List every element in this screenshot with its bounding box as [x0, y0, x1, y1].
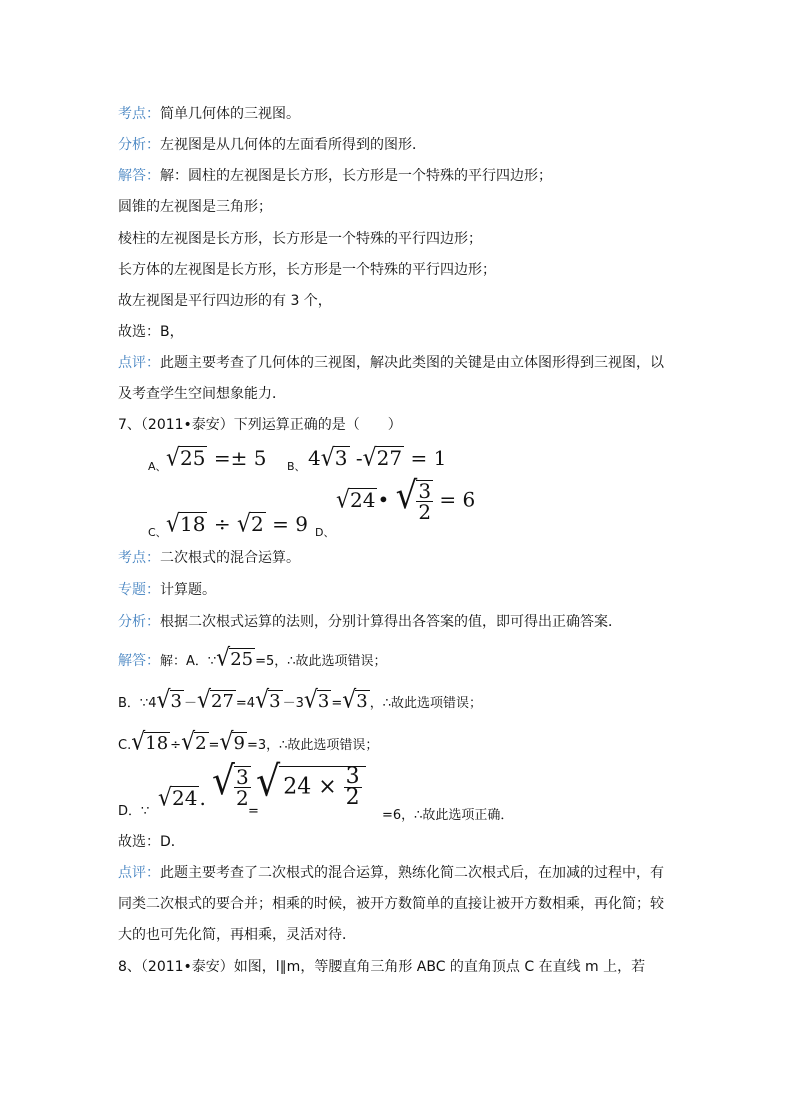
- radicand: 27: [376, 446, 403, 470]
- option-c-rest: = 9: [272, 512, 308, 536]
- radicand: 9: [233, 733, 245, 754]
- dianping-text: 此题主要考查了几何体的三视图，解决此类图的关键是由立体图形得到三视图，以: [160, 355, 664, 371]
- sol-c-op: ÷: [170, 738, 182, 753]
- radicand: 18: [180, 512, 206, 536]
- option-a-expression: √25 =± 5: [166, 444, 267, 473]
- dot: •: [377, 487, 390, 512]
- big-den: 2: [345, 785, 360, 810]
- sol-d-eq: =: [248, 804, 259, 819]
- kaodian-text: 简单几何体的三视图。: [160, 106, 300, 122]
- option-a-label: A、: [148, 460, 167, 473]
- zhuanti-tag: 专题：: [118, 582, 160, 598]
- q7-solution-b: B．∵4√3 －√27 =4√3 －3√3 =√3 ，∴故此选项错误；: [118, 686, 482, 715]
- frac-den: 2: [418, 500, 432, 524]
- jieda-text: 解：圆柱的左视图是长方形，长方形是一个特殊的平行四边形；: [160, 168, 552, 184]
- sol-d-term2: √ $\frac{3}{2}$: [212, 758, 249, 810]
- option-b-label: B、: [287, 460, 306, 473]
- sol-b-post: ，∴故此选项错误；: [369, 696, 482, 711]
- radicand: 3: [334, 446, 348, 470]
- option-d-rest: = 6: [439, 487, 476, 512]
- q6-line2: 圆锥的左视图是三角形；: [118, 199, 272, 215]
- fenxi-tag: 分析：: [118, 137, 160, 153]
- sol-b-m1: －: [183, 696, 197, 711]
- q6-dianping-cont: 及考查学生空间想象能力．: [118, 386, 286, 402]
- sol-c-eq: =: [208, 738, 220, 753]
- q6-line5: 故左视图是平行四边形的有 3 个，: [118, 293, 332, 309]
- radicand: 2: [251, 512, 264, 536]
- sol-d-big-radical: √ 24 × $\frac{3}{2}$: [256, 766, 366, 808]
- sol-a-pre: 解：A．∵: [160, 654, 217, 669]
- option-a-rest: =± 5: [213, 446, 267, 470]
- radicand: 25: [230, 649, 254, 670]
- q6-line6: 故选：B，: [118, 324, 184, 340]
- fenxi-text: 根据二次根式运算的法则，分别计算得出各答案的值，即可得出正确答案．: [160, 614, 622, 630]
- radicand: 27: [211, 691, 234, 712]
- option-d-label: D、: [315, 526, 335, 539]
- radicand: 24: [350, 487, 376, 512]
- option-b-expression: 4√3 -√27 = 1: [308, 444, 447, 473]
- q7-dianping: [118, 863, 678, 883]
- q6-fenxi: [118, 135, 678, 155]
- sol-a-post: =5，∴故此选项错误；: [255, 654, 387, 669]
- operator: -: [355, 446, 363, 470]
- sol-b-m2: =4: [235, 696, 256, 711]
- operator: ÷: [213, 512, 231, 536]
- sol-c-pre: C.: [118, 738, 132, 753]
- q7-zhuanti: [118, 580, 678, 600]
- sol-d-dot: .: [199, 786, 206, 810]
- frac-den: 2: [235, 786, 249, 810]
- q6-line4: 长方体的左视图是长方形，长方形是一个特殊的平行四边形；: [118, 262, 496, 278]
- q7-fenxi: [118, 612, 678, 632]
- q6-dianping: [118, 353, 678, 373]
- q6-jieda: [118, 166, 678, 186]
- frac-num: 3: [418, 479, 432, 503]
- big-num: 3: [345, 764, 360, 789]
- radicand: 3: [170, 691, 182, 712]
- q7-solution-d: [118, 756, 678, 823]
- jieda-tag: 解答：: [118, 653, 160, 669]
- q8-title: 8、（2011•泰安）如图，l∥m，等腰直角三角形 ABC 的直角顶点 C 在直线 m 上，若: [118, 959, 646, 975]
- q7-dianping-cont2: 大的也可先化简，再相乘，灵活对待．: [118, 927, 356, 943]
- option-c-expression: √18 ÷ √2 = 9: [166, 510, 308, 539]
- coef: 4: [308, 446, 321, 470]
- radicand: 24: [172, 786, 198, 810]
- q6-line3: 棱柱的左视图是长方形，长方形是一个特殊的平行四边形；: [118, 231, 482, 247]
- q7-solution-c: C.√18 ÷√2 =√9 =3，∴故此选项错误；: [118, 728, 379, 757]
- dianping-text: 此题主要考查了二次根式的混合运算，熟练化简二次根式后，在加减的过程中，有: [160, 865, 664, 881]
- q7-dianping-cont: 同类二次根式的要合并；相乘的时候，被开方数简单的直接让被开方数相乘，再化简；较: [118, 896, 664, 912]
- dianping-tag: 点评：: [118, 355, 160, 371]
- kaodian-tag: 考点：: [118, 106, 160, 122]
- q7-solution-a: 解答：解：A．∵√25 =5，∴故此选项错误；: [118, 644, 387, 673]
- option-b-rest: = 1: [410, 446, 447, 470]
- sol-d-term1: √24 .: [158, 784, 206, 813]
- q7-answer: 故选：D．: [118, 834, 185, 850]
- kaodian-tag: 考点：: [118, 550, 160, 566]
- option-d-expression: √24 • √ $\frac{3}{2}$ = 6: [336, 473, 476, 524]
- zhuanti-text: 计算题。: [160, 582, 216, 598]
- sol-c-post: =3，∴故此选项错误；: [246, 738, 379, 753]
- radicand: 18: [145, 733, 169, 754]
- fenxi-tag: 分析：: [118, 614, 160, 630]
- sol-b-m3: －3: [282, 696, 304, 711]
- radicand: 2: [195, 733, 207, 754]
- radicand: 3: [317, 691, 330, 712]
- q7-kaodian: [118, 548, 678, 568]
- sol-d-pre: D．∵: [118, 804, 150, 819]
- radicand: 3: [356, 691, 368, 712]
- dianping-tag: 点评：: [118, 865, 160, 881]
- kaodian-text: 二次根式的混合运算。: [160, 550, 300, 566]
- sol-b-pre: B．∵4: [118, 696, 157, 711]
- frac-num: 3: [235, 765, 249, 789]
- radicand: 25: [180, 446, 206, 470]
- sol-b-m4: =: [331, 696, 343, 711]
- sol-d-post: =6，∴故此选项正确．: [382, 808, 514, 823]
- big-pre: 24 ×: [283, 774, 344, 800]
- option-c-label: C、: [148, 526, 167, 539]
- radicand: 3: [269, 691, 281, 712]
- fenxi-text: 左视图是从几何体的左面看所得到的图形．: [160, 137, 426, 153]
- q7-title: 7、（2011•泰安）下列运算正确的是（ ）: [118, 417, 402, 433]
- q6-kaodian: [118, 104, 678, 124]
- jieda-tag: 解答：: [118, 168, 160, 184]
